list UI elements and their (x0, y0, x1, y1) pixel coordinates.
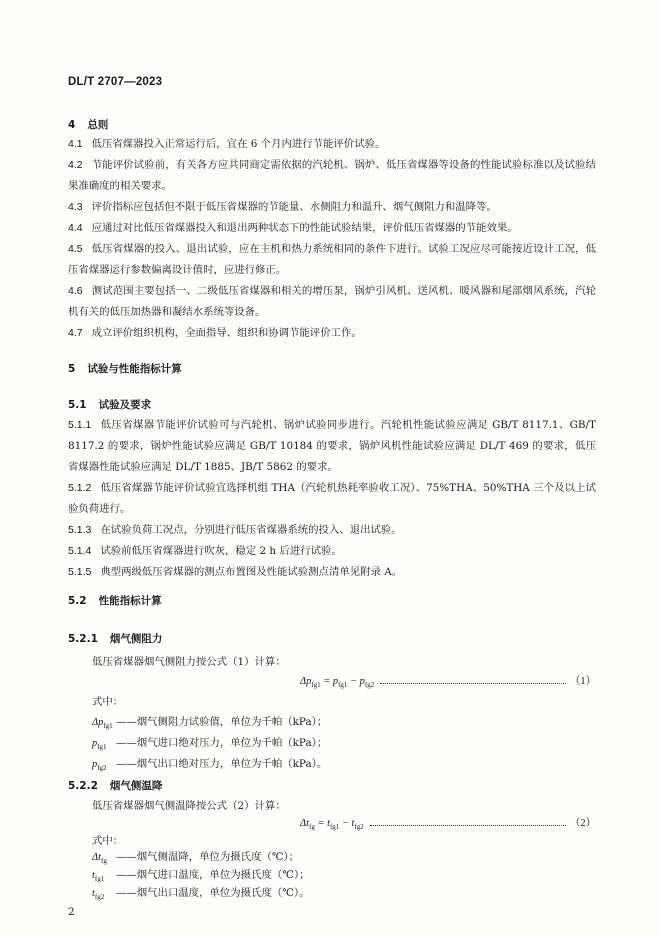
clause-text: 评价指标应包括但不限于低压省煤器的节能量、水侧阻力和温升、烟气侧阻力和温降等。 (91, 201, 497, 213)
section-title: 烟气侧温降 (109, 780, 163, 792)
symbol-definition: $\Delta p_{fg1}$ ——烟气侧阻力试验值，单位为千帕（kPa）； (92, 716, 328, 731)
section-title: 总则 (87, 119, 109, 131)
clause-5-1-1 (68, 415, 596, 478)
section-number: 5.2 (68, 595, 87, 607)
where-label: 式中： (92, 835, 124, 847)
formula-2-expression: $\Delta t_{fg} = t_{fg1} - t_{fg2}$ (300, 818, 364, 832)
symbol-definition: $p_{fg1}$ ——烟气进口绝对压力，单位为千帕（kPa）； (92, 737, 328, 752)
clause-number: 4.4 (68, 222, 83, 234)
section-number: 5.1 (68, 399, 87, 411)
clause-text: 低压省煤器节能评价试验可与汽轮机、锅炉试验同步进行。汽轮机性能试验应满足 GB/T 8117.1、GB/T 8117.2 的要求，锅炉性能试验应满足 GB/T 10184 的要求，锅炉风机性能试验应满足 DL/T 469 的要求，低压省煤器性能试验应满足 DL/T 1885、JB/T 5862 的要求。 (68, 419, 596, 473)
clause-text: 节能评价试验前，有关各方应共同商定需依据的汽轮机、锅炉、低压省煤器等设备的性能试验标准以及试验结果准确度的相关要求。 (68, 159, 596, 192)
clause-number: 4.5 (68, 243, 83, 255)
clause-4-7 (68, 323, 596, 344)
equation-number: （2） (570, 818, 596, 829)
formula-2 (300, 814, 596, 831)
clause-number: 4.1 (68, 138, 83, 150)
equation-number: （1） (570, 676, 596, 687)
section-number: 5 (68, 363, 76, 375)
clause-number: 5.1.4 (68, 545, 92, 557)
symbol-definition: $p_{fg2}$ ——烟气出口绝对压力，单位为千帕（kPa）。 (92, 758, 328, 773)
clause-4-5 (68, 239, 596, 281)
clause-4-2 (68, 155, 596, 197)
clause-5-1-5 (68, 562, 596, 583)
clause-text: 测试范围主要包括一、二级低压省煤器和相关的增压泵，锅炉引风机、送风机、暖风器和尾部烟风系统，汽轮机有关的低压加热器和凝结水系统等设备。 (68, 285, 596, 318)
section-5-heading (68, 361, 182, 376)
clause-number: 5.1.3 (68, 524, 92, 536)
clause-5-1-3 (68, 520, 596, 541)
clause-4-1 (68, 134, 596, 155)
clause-number: 5.1.5 (68, 566, 92, 578)
section-5-1-heading (68, 397, 151, 412)
leader-dots (380, 682, 566, 684)
section-4-heading (68, 117, 108, 132)
section-number: 5.2.2 (68, 780, 98, 792)
clause-4-6 (68, 281, 596, 323)
section-title: 试验与性能指标计算 (87, 363, 182, 375)
formula-2-lead: 低压省煤器烟气侧温降按公式（2）计算： (92, 800, 286, 812)
section-number: 4 (68, 119, 76, 131)
where-label: 式中： (92, 696, 124, 708)
clause-5-1-2 (68, 478, 596, 520)
clause-4-4 (68, 218, 596, 239)
section-title: 性能指标计算 (98, 595, 162, 607)
symbol-definition: $\Delta t_{fg}$ ——烟气侧温降，单位为摄氏度（℃）； (92, 851, 300, 866)
clause-text: 应通过对比低压省煤器投入和退出两种状态下的性能试验结果，评价低压省煤器的节能效果。 (91, 222, 518, 234)
section-5-2-2-heading (68, 778, 162, 793)
clause-text: 试验前低压省煤器进行吹灰，稳定 2 h 后进行试验。 (100, 545, 342, 557)
formula-1-lead: 低压省煤器烟气侧阻力按公式（1）计算： (92, 656, 286, 668)
clause-text: 在试验负荷工况点，分别进行低压省煤器系统的投入、退出试验。 (100, 524, 402, 536)
formula-1-expression: $\Delta p_{fg1} = p_{fg1} - p_{fg2}$ (300, 676, 375, 690)
section-5-2-1-heading (68, 631, 162, 646)
clause-number: 5.1.2 (68, 482, 92, 494)
clause-text: 低压省煤器节能评价试验宜选择机组 THA（汽轮机热耗率验收工况）、75%THA、50%THA 三个及以上试验负荷进行。 (68, 482, 596, 515)
section-number: 5.2.1 (68, 633, 98, 645)
clause-number: 4.6 (68, 285, 83, 297)
page-number: 2 (68, 906, 75, 918)
symbol-definition: $t_{fg2}$ ——烟气出口温度，单位为摄氏度（℃）。 (92, 887, 310, 902)
clause-4-3 (68, 197, 596, 218)
standard-number: DL/T 2707—2023 (68, 76, 163, 88)
clause-number: 4.3 (68, 201, 83, 213)
clause-text: 低压省煤器投入正常运行后，宜在 6 个月内进行节能评价试验。 (91, 138, 386, 150)
clause-number: 4.7 (68, 327, 83, 339)
section-5-2-heading (68, 593, 162, 608)
clause-number: 5.1.1 (68, 419, 92, 431)
formula-1 (300, 672, 596, 689)
clause-number: 4.2 (68, 159, 83, 171)
clause-text: 典型两级低压省煤器的测点布置图及性能试验测点清单见附录 A。 (100, 566, 403, 578)
clause-text: 低压省煤器的投入、退出试验，应在主机和热力系统相同的条件下进行。试验工况应尽可能接近设计工况，低压省煤器运行参数偏离设计值时，应进行修正。 (68, 243, 596, 276)
section-title: 试验及要求 (98, 399, 152, 411)
section-title: 烟气侧阻力 (109, 633, 163, 645)
leader-dots (370, 824, 566, 826)
symbol-definition: $t_{fg1}$ ——烟气进口温度，单位为摄氏度（℃）； (92, 869, 310, 884)
clause-text: 成立评价组织机构，全面指导、组织和协调节能评价工作。 (91, 327, 362, 339)
clause-5-1-4 (68, 541, 596, 562)
